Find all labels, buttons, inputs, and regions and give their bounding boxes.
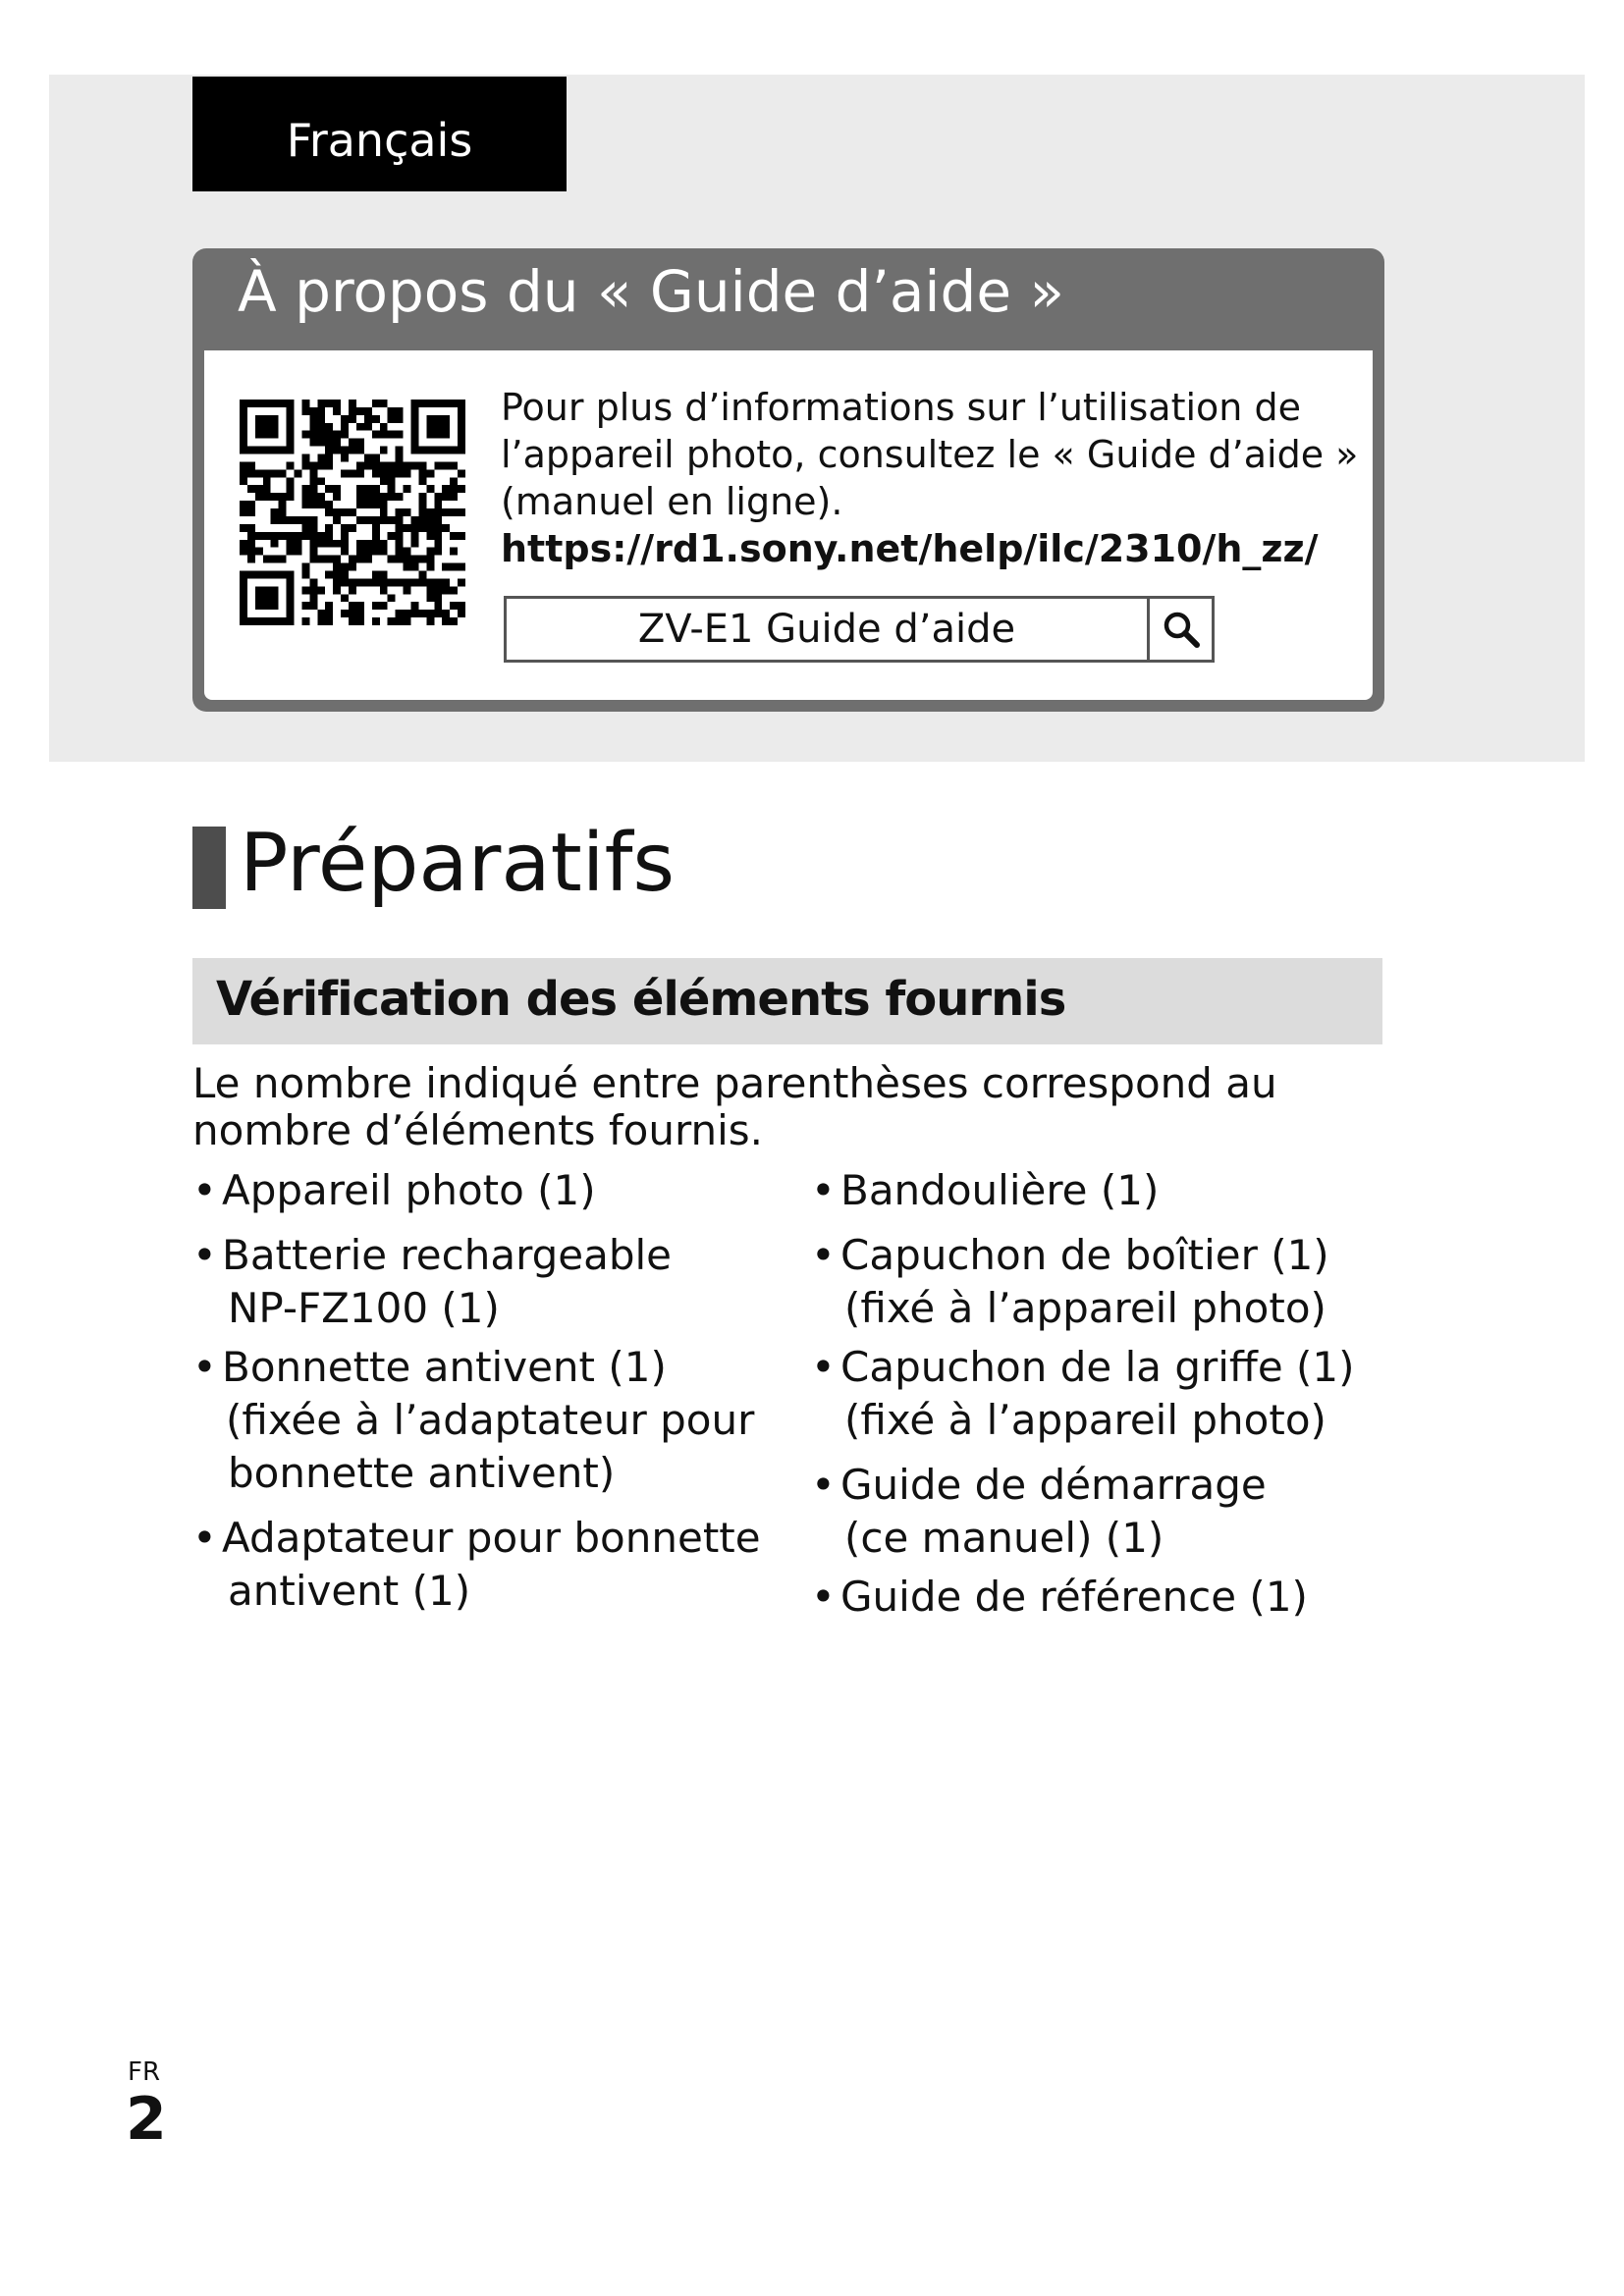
list-item: [192, 1341, 791, 1500]
list-item-line: • Guide de démarrage: [840, 1461, 1267, 1509]
list-item-line: • Adaptateur pour bonnette: [222, 1514, 761, 1562]
list-item: [192, 1229, 791, 1335]
help-guide-title: À propos du « Guide d’aide »: [238, 258, 1064, 325]
page-number: 2: [126, 2085, 167, 2154]
list-item-line: • Bonnette antivent (1): [222, 1343, 667, 1391]
help-guide-text-line: l’appareil photo, consultez le « Guide d’aide »: [501, 433, 1359, 476]
list-item: [192, 1512, 791, 1618]
supplied-items-right: [811, 1164, 1420, 1624]
list-item-line: (fixé à l’appareil photo): [844, 1396, 1326, 1444]
list-item: [811, 1341, 1420, 1447]
help-guide-text-line: (manuel en ligne).: [501, 480, 843, 523]
list-item: [811, 1571, 1420, 1624]
search-query-text: ZV-E1 Guide d’aide: [637, 607, 1016, 652]
intro-text: Le nombre indiqué entre parenthèses correspond au nombre d’éléments fournis.: [192, 1059, 1277, 1154]
list-item-line: NP-FZ100 (1): [228, 1284, 500, 1332]
list-item-line: (ce manuel) (1): [844, 1514, 1164, 1562]
help-guide-body: [204, 350, 1373, 700]
subsection-title: Vérification des éléments fournis: [216, 972, 1066, 1027]
supplied-items-left: [192, 1164, 791, 1618]
qr-code-icon: [240, 400, 465, 625]
subsection-header: [192, 958, 1382, 1044]
list-item: [811, 1164, 1420, 1217]
help-guide-text: [501, 384, 1359, 572]
list-item-line: bonnette antivent): [228, 1449, 616, 1497]
list-item-line: • Capuchon de la griffe (1): [840, 1343, 1355, 1391]
search-button[interactable]: [1147, 599, 1212, 660]
help-guide-box: [192, 248, 1384, 712]
list-item: [192, 1164, 791, 1217]
list-item-line: (fixé à l’appareil photo): [844, 1284, 1326, 1332]
list-item-line: • Guide de référence (1): [840, 1573, 1308, 1621]
list-item: [811, 1459, 1420, 1565]
help-guide-url[interactable]: https://rd1.sony.net/help/ilc/2310/h_zz/: [501, 527, 1319, 570]
search-icon: [1162, 610, 1201, 649]
list-item-line: • Capuchon de boîtier (1): [840, 1231, 1329, 1279]
section-title: Préparatifs: [240, 817, 676, 910]
help-guide-text-line: Pour plus d’informations sur l’utilisation de: [501, 386, 1301, 429]
section-marker: [192, 827, 226, 909]
list-item-line: • Batterie rechargeable: [222, 1231, 673, 1279]
list-item: [811, 1229, 1420, 1335]
page-language-code: FR: [128, 2057, 161, 2087]
list-item-line: • Appareil photo (1): [222, 1166, 596, 1214]
language-tab: Français: [192, 77, 567, 191]
list-item-line: (fixée à l’adaptateur pour: [226, 1396, 755, 1444]
help-guide-search-box[interactable]: [504, 596, 1215, 663]
list-item-line: • Bandoulière (1): [840, 1166, 1160, 1214]
list-item-line: antivent (1): [228, 1567, 471, 1615]
